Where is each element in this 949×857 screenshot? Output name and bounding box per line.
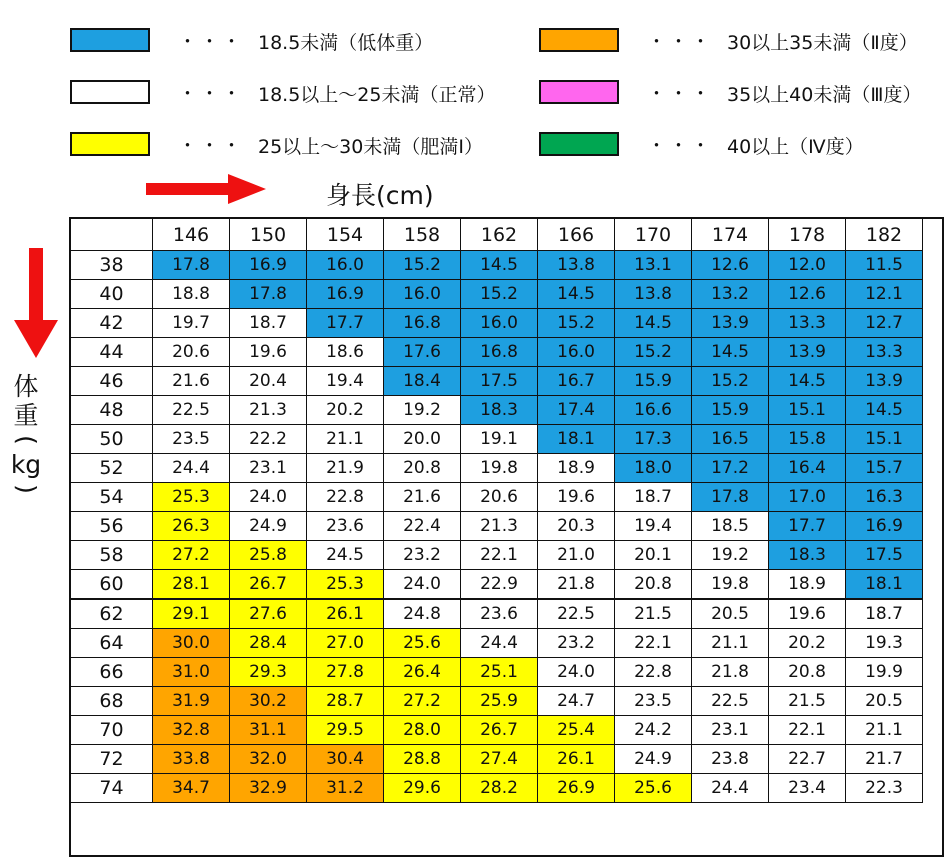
bmi-value-cell: 12.6	[769, 280, 846, 309]
legend-swatch	[70, 80, 150, 104]
bmi-value-cell: 18.9	[538, 454, 615, 483]
legend-dots: ・・・	[647, 83, 714, 105]
bmi-value-cell: 19.4	[615, 512, 692, 541]
legend-swatch	[539, 28, 619, 52]
bmi-value-cell: 31.0	[153, 658, 230, 687]
bmi-value-cell: 23.5	[615, 687, 692, 716]
table-row	[71, 745, 923, 774]
table-row	[71, 629, 923, 658]
bmi-value-cell: 18.8	[153, 280, 230, 309]
legend-label: 40以上（Ⅳ度）	[727, 136, 864, 158]
height-header-cell: 166	[538, 219, 615, 251]
bmi-value-cell: 17.5	[461, 367, 538, 396]
weight-header-cell: 54	[71, 483, 153, 512]
bmi-value-cell: 26.7	[461, 716, 538, 745]
bmi-value-cell: 19.3	[846, 629, 923, 658]
height-header-cell: 174	[692, 219, 769, 251]
table-row	[71, 454, 923, 483]
bmi-value-cell: 21.1	[307, 425, 384, 454]
height-header-cell: 154	[307, 219, 384, 251]
bmi-value-cell: 22.2	[230, 425, 307, 454]
legend-dots: ・・・	[178, 83, 245, 105]
bmi-value-cell: 21.5	[769, 687, 846, 716]
bmi-value-cell: 16.3	[846, 483, 923, 512]
bmi-value-cell: 29.6	[384, 774, 461, 803]
height-header-cell: 178	[769, 219, 846, 251]
bmi-value-cell: 13.9	[846, 367, 923, 396]
legend-label: 18.5以上～25未満（正常）	[258, 84, 496, 106]
bmi-value-cell: 20.5	[692, 599, 769, 629]
weight-axis-char: 体	[13, 372, 39, 401]
weight-header-cell: 58	[71, 541, 153, 570]
table-row	[71, 483, 923, 512]
bmi-value-cell: 26.1	[307, 599, 384, 629]
bmi-value-cell: 15.2	[692, 367, 769, 396]
weight-header-cell: 56	[71, 512, 153, 541]
bmi-value-cell: 20.8	[769, 658, 846, 687]
bmi-value-cell: 25.4	[538, 716, 615, 745]
bmi-value-cell: 13.3	[769, 309, 846, 338]
bmi-value-cell: 27.4	[461, 745, 538, 774]
bmi-value-cell: 27.0	[307, 629, 384, 658]
bmi-value-cell: 30.0	[153, 629, 230, 658]
bmi-value-cell: 16.0	[307, 251, 384, 280]
bmi-value-cell: 16.9	[230, 251, 307, 280]
bmi-value-cell: 24.5	[307, 541, 384, 570]
arrow-down-icon	[14, 248, 58, 358]
bmi-value-cell: 15.1	[846, 425, 923, 454]
bmi-value-cell: 17.0	[769, 483, 846, 512]
bmi-value-cell: 33.8	[153, 745, 230, 774]
bmi-value-cell: 19.6	[538, 483, 615, 512]
bmi-value-cell: 17.4	[538, 396, 615, 425]
bmi-value-cell: 28.8	[384, 745, 461, 774]
bmi-value-cell: 16.8	[384, 309, 461, 338]
bmi-value-cell: 12.0	[769, 251, 846, 280]
table-row	[71, 338, 923, 367]
bmi-value-cell: 25.9	[461, 687, 538, 716]
bmi-value-cell: 14.5	[538, 280, 615, 309]
table-row	[71, 541, 923, 570]
weight-header-cell: 42	[71, 309, 153, 338]
bmi-value-cell: 20.6	[153, 338, 230, 367]
table-row	[71, 658, 923, 687]
weight-header-cell: 66	[71, 658, 153, 687]
weight-header-cell: 50	[71, 425, 153, 454]
bmi-value-cell: 24.2	[615, 716, 692, 745]
bmi-value-cell: 20.4	[230, 367, 307, 396]
bmi-value-cell: 11.5	[846, 251, 923, 280]
bmi-value-cell: 24.4	[153, 454, 230, 483]
bmi-value-cell: 17.2	[692, 454, 769, 483]
bmi-value-cell: 18.6	[307, 338, 384, 367]
bmi-value-cell: 13.8	[615, 280, 692, 309]
table-row	[71, 599, 923, 629]
bmi-value-cell: 17.8	[692, 483, 769, 512]
bmi-value-cell: 23.1	[230, 454, 307, 483]
bmi-value-cell: 20.0	[384, 425, 461, 454]
table-row	[71, 774, 923, 803]
bmi-value-cell: 21.1	[846, 716, 923, 745]
bmi-value-cell: 13.9	[692, 309, 769, 338]
bmi-value-cell: 23.6	[461, 599, 538, 629]
bmi-value-cell: 16.0	[461, 309, 538, 338]
bmi-value-cell: 27.6	[230, 599, 307, 629]
bmi-value-cell: 19.9	[846, 658, 923, 687]
bmi-value-cell: 19.6	[230, 338, 307, 367]
bmi-value-cell: 21.8	[692, 658, 769, 687]
table-row	[71, 367, 923, 396]
legend-label: 35以上40未満（Ⅲ度）	[727, 84, 922, 106]
table-row	[71, 251, 923, 280]
bmi-value-cell: 13.9	[769, 338, 846, 367]
bmi-value-cell: 18.3	[461, 396, 538, 425]
bmi-value-cell: 22.1	[615, 629, 692, 658]
bmi-value-cell: 24.0	[230, 483, 307, 512]
weight-header-cell: 68	[71, 687, 153, 716]
bmi-value-cell: 31.1	[230, 716, 307, 745]
bmi-value-cell: 21.7	[846, 745, 923, 774]
weight-header-cell: 60	[71, 570, 153, 600]
bmi-value-cell: 20.8	[384, 454, 461, 483]
bmi-value-cell: 18.4	[384, 367, 461, 396]
bmi-value-cell: 26.4	[384, 658, 461, 687]
weight-header-cell: 70	[71, 716, 153, 745]
bmi-table	[70, 218, 923, 803]
weight-header-cell: 74	[71, 774, 153, 803]
bmi-value-cell: 12.7	[846, 309, 923, 338]
bmi-value-cell: 15.2	[538, 309, 615, 338]
bmi-value-cell: 24.4	[692, 774, 769, 803]
height-header-cell: 182	[846, 219, 923, 251]
bmi-value-cell: 18.7	[230, 309, 307, 338]
bmi-value-cell: 20.6	[461, 483, 538, 512]
bmi-value-cell: 15.1	[769, 396, 846, 425]
bmi-value-cell: 18.7	[615, 483, 692, 512]
weight-header-cell: 48	[71, 396, 153, 425]
legend-dots: ・・・	[178, 135, 245, 157]
bmi-value-cell: 19.8	[692, 570, 769, 600]
bmi-value-cell: 21.6	[153, 367, 230, 396]
bmi-value-cell: 26.1	[538, 745, 615, 774]
bmi-value-cell: 21.5	[615, 599, 692, 629]
bmi-value-cell: 27.8	[307, 658, 384, 687]
weight-axis-title	[6, 372, 46, 499]
bmi-value-cell: 25.1	[461, 658, 538, 687]
bmi-value-cell: 32.0	[230, 745, 307, 774]
height-header-cell: 162	[461, 219, 538, 251]
bmi-value-cell: 23.4	[769, 774, 846, 803]
bmi-value-cell: 26.7	[230, 570, 307, 600]
bmi-value-cell: 20.8	[615, 570, 692, 600]
bmi-value-cell: 15.7	[846, 454, 923, 483]
weight-header-cell: 38	[71, 251, 153, 280]
bmi-value-cell: 18.3	[769, 541, 846, 570]
legend-dots: ・・・	[647, 135, 714, 157]
bmi-value-cell: 24.7	[538, 687, 615, 716]
legend-swatch	[70, 132, 150, 156]
bmi-value-cell: 12.1	[846, 280, 923, 309]
bmi-value-cell: 20.1	[615, 541, 692, 570]
table-row	[71, 687, 923, 716]
bmi-value-cell: 13.2	[692, 280, 769, 309]
bmi-value-cell: 17.7	[769, 512, 846, 541]
bmi-value-cell: 24.4	[461, 629, 538, 658]
bmi-value-cell: 23.2	[384, 541, 461, 570]
bmi-value-cell: 18.7	[846, 599, 923, 629]
bmi-value-cell: 19.6	[769, 599, 846, 629]
bmi-value-cell: 22.1	[769, 716, 846, 745]
bmi-value-cell: 16.7	[538, 367, 615, 396]
bmi-value-cell: 23.6	[307, 512, 384, 541]
arrow-right-icon	[146, 174, 266, 204]
weight-header-cell: 64	[71, 629, 153, 658]
bmi-value-cell: 16.9	[307, 280, 384, 309]
bmi-value-cell: 32.8	[153, 716, 230, 745]
table-row	[71, 716, 923, 745]
table-row	[71, 280, 923, 309]
table-header-row	[71, 219, 923, 251]
bmi-value-cell: 16.5	[692, 425, 769, 454]
bmi-value-cell: 17.7	[307, 309, 384, 338]
height-header-cell: 158	[384, 219, 461, 251]
bmi-value-cell: 27.2	[384, 687, 461, 716]
bmi-value-cell: 13.3	[846, 338, 923, 367]
bmi-value-cell: 19.4	[307, 367, 384, 396]
bmi-value-cell: 20.5	[846, 687, 923, 716]
weight-header-cell: 52	[71, 454, 153, 483]
table-row	[71, 309, 923, 338]
weight-header-cell: 46	[71, 367, 153, 396]
bmi-value-cell: 19.7	[153, 309, 230, 338]
bmi-value-cell: 21.1	[692, 629, 769, 658]
bmi-value-cell: 16.4	[769, 454, 846, 483]
bmi-value-cell: 24.8	[384, 599, 461, 629]
bmi-value-cell: 30.2	[230, 687, 307, 716]
bmi-value-cell: 28.1	[153, 570, 230, 600]
bmi-value-cell: 17.3	[615, 425, 692, 454]
bmi-value-cell: 22.5	[538, 599, 615, 629]
legend-dots: ・・・	[178, 31, 245, 53]
bmi-value-cell: 18.5	[692, 512, 769, 541]
bmi-value-cell: 23.2	[538, 629, 615, 658]
bmi-value-cell: 15.9	[692, 396, 769, 425]
bmi-value-cell: 15.2	[384, 251, 461, 280]
weight-axis-char: kg	[10, 450, 42, 479]
bmi-value-cell: 21.3	[230, 396, 307, 425]
bmi-value-cell: 24.9	[230, 512, 307, 541]
bmi-value-cell: 32.9	[230, 774, 307, 803]
bmi-value-cell: 19.2	[692, 541, 769, 570]
bmi-value-cell: 25.6	[615, 774, 692, 803]
bmi-value-cell: 19.1	[461, 425, 538, 454]
bmi-value-cell: 19.8	[461, 454, 538, 483]
bmi-value-cell: 22.8	[615, 658, 692, 687]
bmi-value-cell: 22.4	[384, 512, 461, 541]
bmi-value-cell: 16.0	[538, 338, 615, 367]
bmi-value-cell: 22.7	[769, 745, 846, 774]
bmi-value-cell: 14.5	[615, 309, 692, 338]
bmi-value-cell: 24.0	[538, 658, 615, 687]
bmi-value-cell: 17.6	[384, 338, 461, 367]
bmi-value-cell: 20.2	[769, 629, 846, 658]
bmi-value-cell: 15.8	[769, 425, 846, 454]
bmi-value-cell: 15.2	[615, 338, 692, 367]
table-corner-cell	[71, 219, 153, 251]
bmi-value-cell: 17.8	[153, 251, 230, 280]
bmi-value-cell: 18.9	[769, 570, 846, 600]
table-row	[71, 570, 923, 600]
legend-swatch	[539, 132, 619, 156]
legend-label: 18.5未満（低体重）	[258, 32, 434, 54]
bmi-value-cell: 28.0	[384, 716, 461, 745]
bmi-value-cell: 17.8	[230, 280, 307, 309]
bmi-value-cell: 23.1	[692, 716, 769, 745]
bmi-value-cell: 29.1	[153, 599, 230, 629]
bmi-value-cell: 22.8	[307, 483, 384, 512]
height-axis-title: 身長(cm)	[326, 181, 434, 210]
bmi-value-cell: 25.6	[384, 629, 461, 658]
height-header-cell: 170	[615, 219, 692, 251]
bmi-value-cell: 23.8	[692, 745, 769, 774]
bmi-value-cell: 22.1	[461, 541, 538, 570]
table-row	[71, 425, 923, 454]
bmi-value-cell: 14.5	[769, 367, 846, 396]
bmi-value-cell: 34.7	[153, 774, 230, 803]
bmi-value-cell: 29.3	[230, 658, 307, 687]
bmi-value-cell: 22.9	[461, 570, 538, 600]
legend-label: 30以上35未満（Ⅱ度）	[727, 32, 918, 54]
table-row	[71, 396, 923, 425]
weight-axis-char: (	[12, 435, 41, 445]
bmi-value-cell: 22.5	[692, 687, 769, 716]
weight-axis-char: )	[12, 484, 41, 494]
weight-header-cell: 72	[71, 745, 153, 774]
bmi-value-cell: 24.9	[615, 745, 692, 774]
bmi-value-cell: 14.5	[846, 396, 923, 425]
table-row	[71, 512, 923, 541]
bmi-value-cell: 26.9	[538, 774, 615, 803]
bmi-value-cell: 16.9	[846, 512, 923, 541]
weight-axis-char: 重	[13, 401, 39, 430]
legend-label: 25以上～30未満（肥満Ⅰ）	[258, 136, 483, 158]
legend-dots: ・・・	[647, 31, 714, 53]
bmi-value-cell: 22.5	[153, 396, 230, 425]
bmi-value-cell: 21.0	[538, 541, 615, 570]
bmi-value-cell: 22.3	[846, 774, 923, 803]
weight-header-cell: 40	[71, 280, 153, 309]
bmi-value-cell: 24.0	[384, 570, 461, 600]
bmi-value-cell: 15.9	[615, 367, 692, 396]
bmi-value-cell: 28.7	[307, 687, 384, 716]
weight-header-cell: 44	[71, 338, 153, 367]
bmi-value-cell: 13.8	[538, 251, 615, 280]
bmi-value-cell: 16.6	[615, 396, 692, 425]
weight-header-cell: 62	[71, 599, 153, 629]
bmi-value-cell: 28.4	[230, 629, 307, 658]
bmi-value-cell: 14.5	[461, 251, 538, 280]
bmi-value-cell: 31.2	[307, 774, 384, 803]
bmi-value-cell: 25.3	[153, 483, 230, 512]
bmi-value-cell: 21.8	[538, 570, 615, 600]
bmi-value-cell: 18.1	[538, 425, 615, 454]
bmi-value-cell: 16.8	[461, 338, 538, 367]
bmi-value-cell: 25.3	[307, 570, 384, 600]
bmi-value-cell: 19.2	[384, 396, 461, 425]
legend-swatch	[539, 80, 619, 104]
bmi-value-cell: 18.0	[615, 454, 692, 483]
bmi-value-cell: 23.5	[153, 425, 230, 454]
bmi-value-cell: 20.2	[307, 396, 384, 425]
height-header-cell: 150	[230, 219, 307, 251]
bmi-value-cell: 25.8	[230, 541, 307, 570]
bmi-value-cell: 28.2	[461, 774, 538, 803]
bmi-value-cell: 14.5	[692, 338, 769, 367]
bmi-value-cell: 13.1	[615, 251, 692, 280]
bmi-value-cell: 30.4	[307, 745, 384, 774]
bmi-value-cell: 26.3	[153, 512, 230, 541]
bmi-value-cell: 21.9	[307, 454, 384, 483]
bmi-value-cell: 27.2	[153, 541, 230, 570]
bmi-value-cell: 21.6	[384, 483, 461, 512]
bmi-value-cell: 21.3	[461, 512, 538, 541]
bmi-value-cell: 17.5	[846, 541, 923, 570]
bmi-value-cell: 12.6	[692, 251, 769, 280]
height-header-cell: 146	[153, 219, 230, 251]
bmi-value-cell: 15.2	[461, 280, 538, 309]
bmi-value-cell: 20.3	[538, 512, 615, 541]
bmi-value-cell: 16.0	[384, 280, 461, 309]
legend-swatch	[70, 28, 150, 52]
bmi-value-cell: 18.1	[846, 570, 923, 600]
bmi-value-cell: 31.9	[153, 687, 230, 716]
bmi-value-cell: 29.5	[307, 716, 384, 745]
